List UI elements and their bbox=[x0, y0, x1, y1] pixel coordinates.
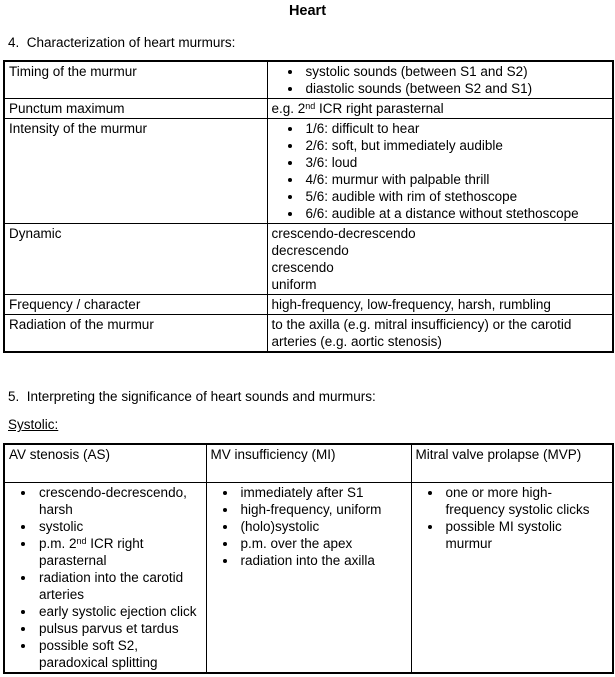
list-item: • (holo)systolic bbox=[238, 518, 407, 535]
table-header-row bbox=[4, 444, 613, 482]
systolic-murmurs-table bbox=[3, 443, 614, 674]
list-item: • 5/6: audible with rim of stethoscope bbox=[303, 188, 609, 205]
bullet-list bbox=[9, 484, 202, 671]
row-label: Radiation of the murmur bbox=[4, 315, 267, 353]
list-item: • radiation into the carotid arteries bbox=[36, 569, 202, 603]
list-item: • 4/6: murmur with palpable thrill bbox=[303, 171, 609, 188]
mi-cell bbox=[206, 482, 411, 673]
list-item: • possible soft S2, paradoxical splitting bbox=[36, 637, 202, 671]
superscript: nd bbox=[76, 535, 87, 546]
row-label: Frequency / character bbox=[4, 295, 267, 315]
row-value bbox=[267, 99, 613, 119]
document-page bbox=[0, 2, 615, 674]
characterization-table bbox=[3, 60, 614, 353]
value-text: e.g. 2 bbox=[271, 101, 306, 116]
value-text: p.m. 2 bbox=[39, 535, 77, 551]
list-item: • p.m. over the apex bbox=[238, 535, 407, 552]
table-row-frequency bbox=[4, 295, 613, 315]
list-item: • radiation into the axilla bbox=[238, 552, 407, 569]
column-header-mvp: Mitral valve prolapse (MVP) bbox=[411, 444, 613, 482]
row-value bbox=[267, 119, 613, 224]
value-line: decrescendo bbox=[271, 243, 349, 258]
row-value: high-frequency, low-frequency, harsh, rumbling bbox=[267, 295, 613, 315]
systolic-heading: Systolic: bbox=[8, 417, 59, 432]
mvp-cell bbox=[411, 482, 613, 673]
row-label: Timing of the murmur bbox=[4, 61, 267, 99]
list-item: • possible MI systolic murmur bbox=[443, 518, 609, 552]
value-line: uniform bbox=[271, 277, 317, 292]
list-item: • pulsus parvus et tardus bbox=[36, 620, 202, 637]
list-item: • one or more high-frequency systolic clicks bbox=[443, 484, 609, 518]
section-5-heading: 5. Interpreting the significance of heart sounds and murmurs: bbox=[8, 389, 376, 404]
page-title: Heart bbox=[288, 3, 327, 19]
table-row-dynamic bbox=[4, 224, 613, 295]
value-line: crescendo-decrescendo bbox=[271, 226, 416, 241]
row-value bbox=[267, 224, 613, 295]
superscript: nd bbox=[305, 101, 316, 111]
bullet-list bbox=[211, 484, 407, 569]
list-item: • immediately after S1 bbox=[238, 484, 407, 501]
list-item: • 2/6: soft, but immediately audible bbox=[303, 137, 609, 154]
section-4-heading: 4. Characterization of heart murmurs: bbox=[8, 35, 236, 50]
list-item: • diastolic sounds (between S2 and S1) bbox=[303, 80, 609, 97]
row-value bbox=[267, 61, 613, 99]
table-row-timing bbox=[4, 61, 613, 99]
list-item: • 6/6: audible at a distance without stethoscope bbox=[303, 205, 609, 222]
list-item: • high-frequency, uniform bbox=[238, 501, 407, 518]
value-line: crescendo bbox=[271, 260, 334, 275]
value-text: ICR right parasternal bbox=[39, 535, 144, 568]
list-item: • crescendo-decrescendo, harsh bbox=[36, 484, 202, 518]
table-body-row bbox=[4, 482, 613, 673]
list-item: • early systolic ejection click bbox=[36, 603, 202, 620]
row-label: Intensity of the murmur bbox=[4, 119, 267, 224]
column-header-mi: MV insufficiency (MI) bbox=[206, 444, 411, 482]
bullet-list bbox=[416, 484, 609, 552]
value-text: ICR right parasternal bbox=[315, 101, 444, 116]
column-header-as: AV stenosis (AS) bbox=[4, 444, 206, 482]
table-row-radiation bbox=[4, 315, 613, 353]
row-value: to the axilla (e.g. mitral insufficiency) or the carotid arteries (e.g. aortic stenosis) bbox=[267, 315, 613, 353]
row-label: Punctum maximum bbox=[4, 99, 267, 119]
list-item bbox=[36, 535, 202, 569]
bullet-list bbox=[272, 63, 609, 97]
table-row-intensity bbox=[4, 119, 613, 224]
as-cell bbox=[4, 482, 206, 673]
table-row-punctum bbox=[4, 99, 613, 119]
list-item: • systolic sounds (between S1 and S2) bbox=[303, 63, 609, 80]
row-label: Dynamic bbox=[4, 224, 267, 295]
list-item: • 3/6: loud bbox=[303, 154, 609, 171]
list-item: • 1/6: difficult to hear bbox=[303, 120, 609, 137]
list-item: • systolic bbox=[36, 518, 202, 535]
bullet-list bbox=[272, 120, 609, 222]
